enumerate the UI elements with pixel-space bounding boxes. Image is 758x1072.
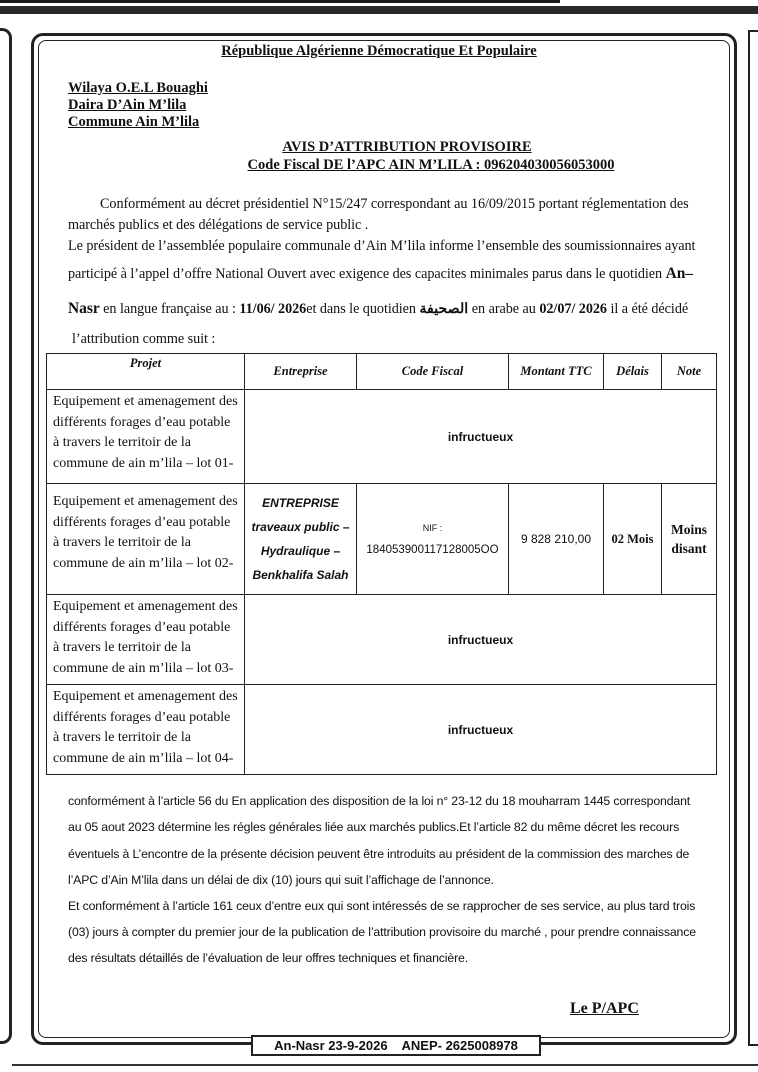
project-text: commune de ain m’lila – lot 01-	[53, 455, 234, 471]
nif-value: 184053900117128005OO	[366, 544, 499, 556]
signature: Le P/APC	[570, 1000, 639, 1017]
intro-line-6: l’attribution comme suit :	[72, 331, 216, 347]
republic-heading: République Algérienne Démocratique Et Populaire	[221, 43, 537, 59]
project-text: à travers le territoir de la	[53, 730, 191, 745]
left-adjacent-frame	[0, 28, 12, 1044]
project-text: Equipement et amenagement des	[53, 494, 238, 509]
project-text: différents forages d’eau potable	[53, 414, 231, 430]
intro-line-5-c: en arabe au	[468, 301, 540, 317]
newspaper-name-part2: Nasr	[68, 300, 100, 317]
publication-footer: An-Nasr 23-9-2026 ANEP- 2625008978	[251, 1035, 541, 1056]
table-header-row	[47, 354, 717, 390]
daira-line: Daira D’Ain M’lila	[68, 97, 187, 113]
code-fiscal-line: Code Fiscal DE l’APC AIN M’LILA : 096204030056053000	[247, 157, 615, 173]
notice-line-2: au 05 aout 2023 détermine les régles générales liée aux marchés publics.Et l’article 82 du même décret les recours	[68, 820, 680, 834]
delais-cell: 02 Mois	[604, 484, 662, 595]
note-text: disant	[671, 541, 707, 556]
top-thick-rule	[0, 6, 758, 14]
project-text: commune de ain m’lila – lot 02-	[53, 555, 234, 571]
code-fiscal-cell	[357, 484, 509, 595]
arabic-newspaper-name: الصحيفة	[419, 301, 469, 317]
note-cell	[662, 484, 717, 595]
project-text: différents forages d’eau potable	[53, 619, 231, 635]
project-text: commune de ain m’lila – lot 04-	[53, 750, 234, 766]
notice-line-7: des résultats détaillés de l’évaluation de leur offres techniques et financière.	[68, 951, 468, 965]
entreprise-text: Hydraulique –	[260, 544, 341, 558]
table-row	[47, 484, 717, 595]
col-header-montant: Montant TTC	[509, 354, 604, 390]
project-text: Equipement et amenagement des	[53, 599, 238, 614]
col-header-projet: Projet	[47, 354, 245, 390]
col-header-note: Note	[662, 354, 717, 390]
col-header-entreprise: Entreprise	[245, 354, 357, 390]
notice-title: AVIS D’ATTRIBUTION PROVISOIRE	[282, 139, 532, 155]
project-text: à travers le territoir de la	[53, 640, 191, 655]
project-cell	[47, 685, 245, 775]
col-header-delais: Délais	[604, 354, 662, 390]
intro-line-5-d: il a été décidé	[606, 301, 689, 317]
notice-line-4: l’APC d’Ain M’lila dans un délai de dix (10) jours qui suit l’affichage de l’annonce.	[68, 873, 494, 887]
intro-line-5	[68, 300, 688, 318]
project-cell	[47, 595, 245, 685]
project-text: différents forages d’eau potable	[53, 709, 231, 725]
notice-line-6: (03) jours à compter du premier jour de la publication de l’attribution provisoire du marché , pour prendre connaissance	[68, 925, 696, 939]
french-publication-date: 11/06/ 2026	[239, 301, 307, 317]
arabic-publication-date: 02/07/ 2026	[539, 301, 607, 317]
note-text: Moins	[670, 522, 707, 537]
project-text: à travers le territoir de la	[53, 435, 191, 450]
project-text: commune de ain m’lila – lot 03-	[53, 660, 234, 676]
project-text: Equipement et amenagement des	[53, 394, 238, 409]
intro-line-1: Conformément au décret présidentiel N°15/247 correspondant au 16/09/2015 portant réglementation des	[100, 196, 689, 212]
result-cell: infructueux	[245, 685, 717, 775]
entreprise-text: ENTREPRISE	[262, 496, 339, 510]
project-text: différents forages d’eau potable	[53, 514, 231, 530]
attribution-table	[46, 353, 717, 775]
project-cell	[47, 390, 245, 484]
top-rule	[0, 0, 560, 3]
intro-line-3: Le président de l’assemblée populaire communale d’Ain M’lila informe l’ensemble des soumissionnaires ayant	[68, 238, 696, 254]
table-row	[47, 685, 717, 775]
montant-cell: 9 828 210,00	[509, 484, 604, 595]
table-row	[47, 595, 717, 685]
notice-line-3: éventuels à L’encontre de la présente décision peuvent être introduits au président de la commission des marches de	[68, 847, 690, 861]
project-text: Equipement et amenagement des	[53, 689, 238, 704]
intro-line-5-b: et dans le quotidien	[306, 301, 420, 317]
notice-line-5: Et conformément à l’article 161 ceux d’entre eux qui sont intéressés de se rapprocher de ses service, au plus tard trois	[68, 899, 696, 913]
intro-line-2: marchés publics et des délégations de service public .	[68, 217, 369, 233]
intro-line-4	[68, 265, 693, 283]
bottom-rule	[12, 1064, 758, 1066]
result-cell: infructueux	[245, 595, 717, 685]
entreprise-cell	[245, 484, 357, 595]
project-cell	[47, 484, 245, 595]
right-adjacent-frame	[748, 30, 758, 1046]
newspaper-name-part1: An–	[665, 265, 693, 282]
entreprise-text: Benkhalifa Salah	[252, 568, 349, 582]
project-text: à travers le territoir de la	[53, 535, 191, 550]
result-cell: infructueux	[245, 390, 717, 484]
table-row	[47, 390, 717, 484]
wilaya-line: Wilaya O.E.L Bouaghi	[68, 80, 208, 96]
nif-label: NIF :	[422, 523, 443, 533]
col-header-code-fiscal: Code Fiscal	[357, 354, 509, 390]
intro-line-4-text: participé à l’appel d’offre National Ouvert avec exigence des capacites minimales parus dans le quotidien	[68, 266, 666, 282]
commune-line: Commune Ain M’lila	[68, 114, 200, 130]
entreprise-text: traveaux public –	[251, 520, 350, 534]
intro-line-5-a: en langue française au :	[99, 301, 240, 317]
notice-line-1: conformément à l’article 56 du En application des disposition de la loi n° 23-12 du 18 mouharram 1445 correspondant	[68, 794, 691, 808]
